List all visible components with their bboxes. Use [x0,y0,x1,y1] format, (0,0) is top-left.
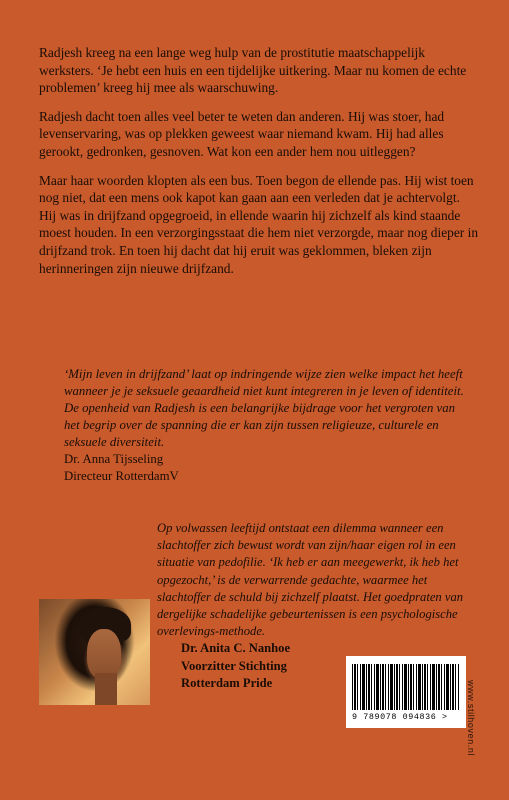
blurb-paragraph-2: Radjesh dacht toen alles veel beter te weten dan anderen. Hij was stoer, had levenservaring, was op plekken geweest waar niemand kwam. Hij had alles gerookt, gedronken, gesnoven. Wat kon een ander hem nou uitleggen? [39,108,445,159]
publisher-website: www.stilhoven.nl [466,680,476,757]
quote-2-author-title-2: Rotterdam Pride [181,675,273,690]
quote-2-text: Op volwassen leeftijd ontstaat een dilemma wanneer een slachtoffer zich bewust wordt van zijn/haar eigen rol in een situatie van pedofilie. ‘Ik heb er aan meegewerkt, ik heb het opgezocht,’ is de verwarrende gedachte, waarmee het slachtoffer de schuld bij zichzelf plaatst. Het goedpraten van dergelijke schadelijke gebeurtenissen is een psychologische overlevings-methode. [157,521,464,639]
barcode-bars [352,664,460,710]
blurb [39,44,479,288]
quote-2-author-title-1: Voorzitter Stichting [181,658,287,673]
quote-2-author-name: Dr. Anita C. Nanhoe [181,641,291,656]
blurb-paragraph-3: Maar haar woorden klopten als een bus. Toen begon de ellende pas. Hij wist toen nog niet, dat een mens ook kapot kan gaan aan een verleden dat je achtervolgt. Hij was in drijfzand opgegroeid, in ellende waarin hij zichzelf als kind staande moest houden. In een verzorgingsstaat die hem niet verzorgde, maar nog dieper in drijfzand trok. En toen hij dacht dat hij eruit was geklommen, bleken zijn herinneringen zijn nieuwe drijfzand. [39,172,479,276]
isbn-barcode [346,656,466,728]
quote-1-text: ‘Mijn leven in drijfzand’ laat op indringende wijze zien welke impact het heeft wanneer je je seksuele geaardheid niet kunt integreren in je leven of identiteit. De openheid van Radjesh is een belangrijke bijdrage voor het vergroten van het begrip over de spanning die er kan zijn tussen religieuze, culturele en seksuele diversiteit. [64,367,464,449]
blurb-paragraph-1: Radjesh kreeg na een lange weg hulp van de prostitutie maatschappelijk werksters. ‘Je hebt een huis en een tijdelijke uitkering. Maar nu komen de echte problemen’ kreeg hij mee als waarschuwing. [39,45,467,96]
isbn-number: 9 789078 094836 > [352,712,448,722]
author-photo [39,599,150,705]
quote-1-author-name: Dr. Anna Tijsseling [64,452,164,466]
endorsement-quote-1 [64,366,468,485]
quote-1-author-title: Directeur RotterdamV [64,469,179,483]
